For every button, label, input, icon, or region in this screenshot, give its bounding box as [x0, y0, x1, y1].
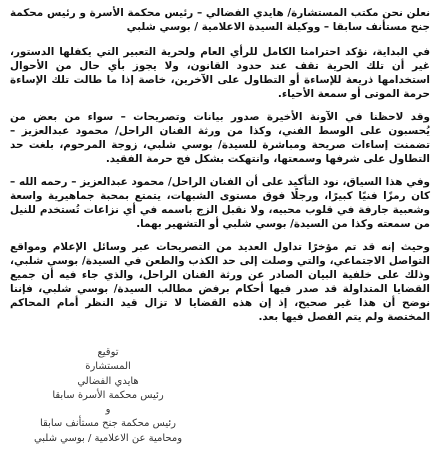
signature-name: هايدي الفضالي — [77, 375, 139, 387]
paragraph-announcement: نعلن نحن مكتب المستشارة/ هايدي الفضالي – رئيس محكمة الأسرة و رئيس محكمة جنح مستأنف سابقا – ووكيلة السيدة الاعلامية / بوسي شلبي — [10, 7, 430, 33]
signature-role-lawyer: ومحامية عن الاعلامية / بوسي شلبي — [33, 432, 183, 444]
signature-heading: توقيع — [97, 347, 119, 358]
signature-title: المستشارة — [85, 361, 131, 373]
signature-conjunction: و — [105, 404, 111, 416]
paragraph-clarification: وحيث إنه قد تم مؤخرًا تداول العديد من التصريحات عبر وسائل الإعلام ومواقع التواصل الاجتماعي، والتي وصلت إلى حد الكذب والطعن في السيدة/ بوسي شلبي، وذلك على خلفية البيان الصادر عن ورثة الفنان الراحل، والذي جاء فيه أن جميع القضايا المتداولة قد صدر فيها أحكام برفض مطالب السيدة/ بوسي شلبي، فإننا نوضح أن هذا غير صحيح، إذ إن هذه القضايا لا تزال قيد النظر أمام المحاكم المختصة ولم يتم الفصل فيها بعد. — [10, 241, 430, 323]
paragraph-late-artist: وفي هذا السياق، نود التأكيد على أن الفنان الراحل/ محمود عبدالعزيز – رحمه الله – كان رمزًا فنيًا كبيرًا، ورجلًا فوق مستوى الشبهات، يتمتع بمحبة جماهيرية واسعة وشعبية جارفة في قلوب محبيه، ولا نقبل الزج باسمه في أي نزاعات تُستخدم للنيل من سمعته وكذا من السيدة/ بوسي شلبي أو التشهير بهما. — [10, 176, 430, 230]
paragraph-introduction: في البداية، نؤكد احترامنا الكامل للرأي العام ولحرية التعبير التي يكفلها الدستور، غير أن تلك الحرية تقف عند حدود القانون، ولا يجوز بأي حال من الأحوال استخدامها ذريعة للإساءة أو التطاول على الآخرين، خاصة إذا ما طالت تلك الإساءة حرمة الموتى أو سمعة الأحياء. — [10, 46, 430, 100]
signature-role-family-court: رئيس محكمة الأسرة سابقا — [52, 389, 164, 401]
paragraph-observations: وقد لاحظنا في الآونة الأخيرة صدور بيانات وتصريحات – سواء من بعض من يُحسبون على الوسط الفني، وكذا من ورثة الفنان الراحل/ محمود عبدالعزيز – تضمنت إساءات صريحة ومباشرة للسيدة/ بوسي شلبي، زوجة المرحوم، بلغت حد التطاول على شرفها وسمعتها، وانتهكت بشكل فج حرمة الفقيد. — [10, 111, 430, 165]
signature-block — [8, 346, 208, 446]
signature-role-appeals-court: رئيس محكمة جنح مستأنف سابقا — [39, 418, 176, 430]
